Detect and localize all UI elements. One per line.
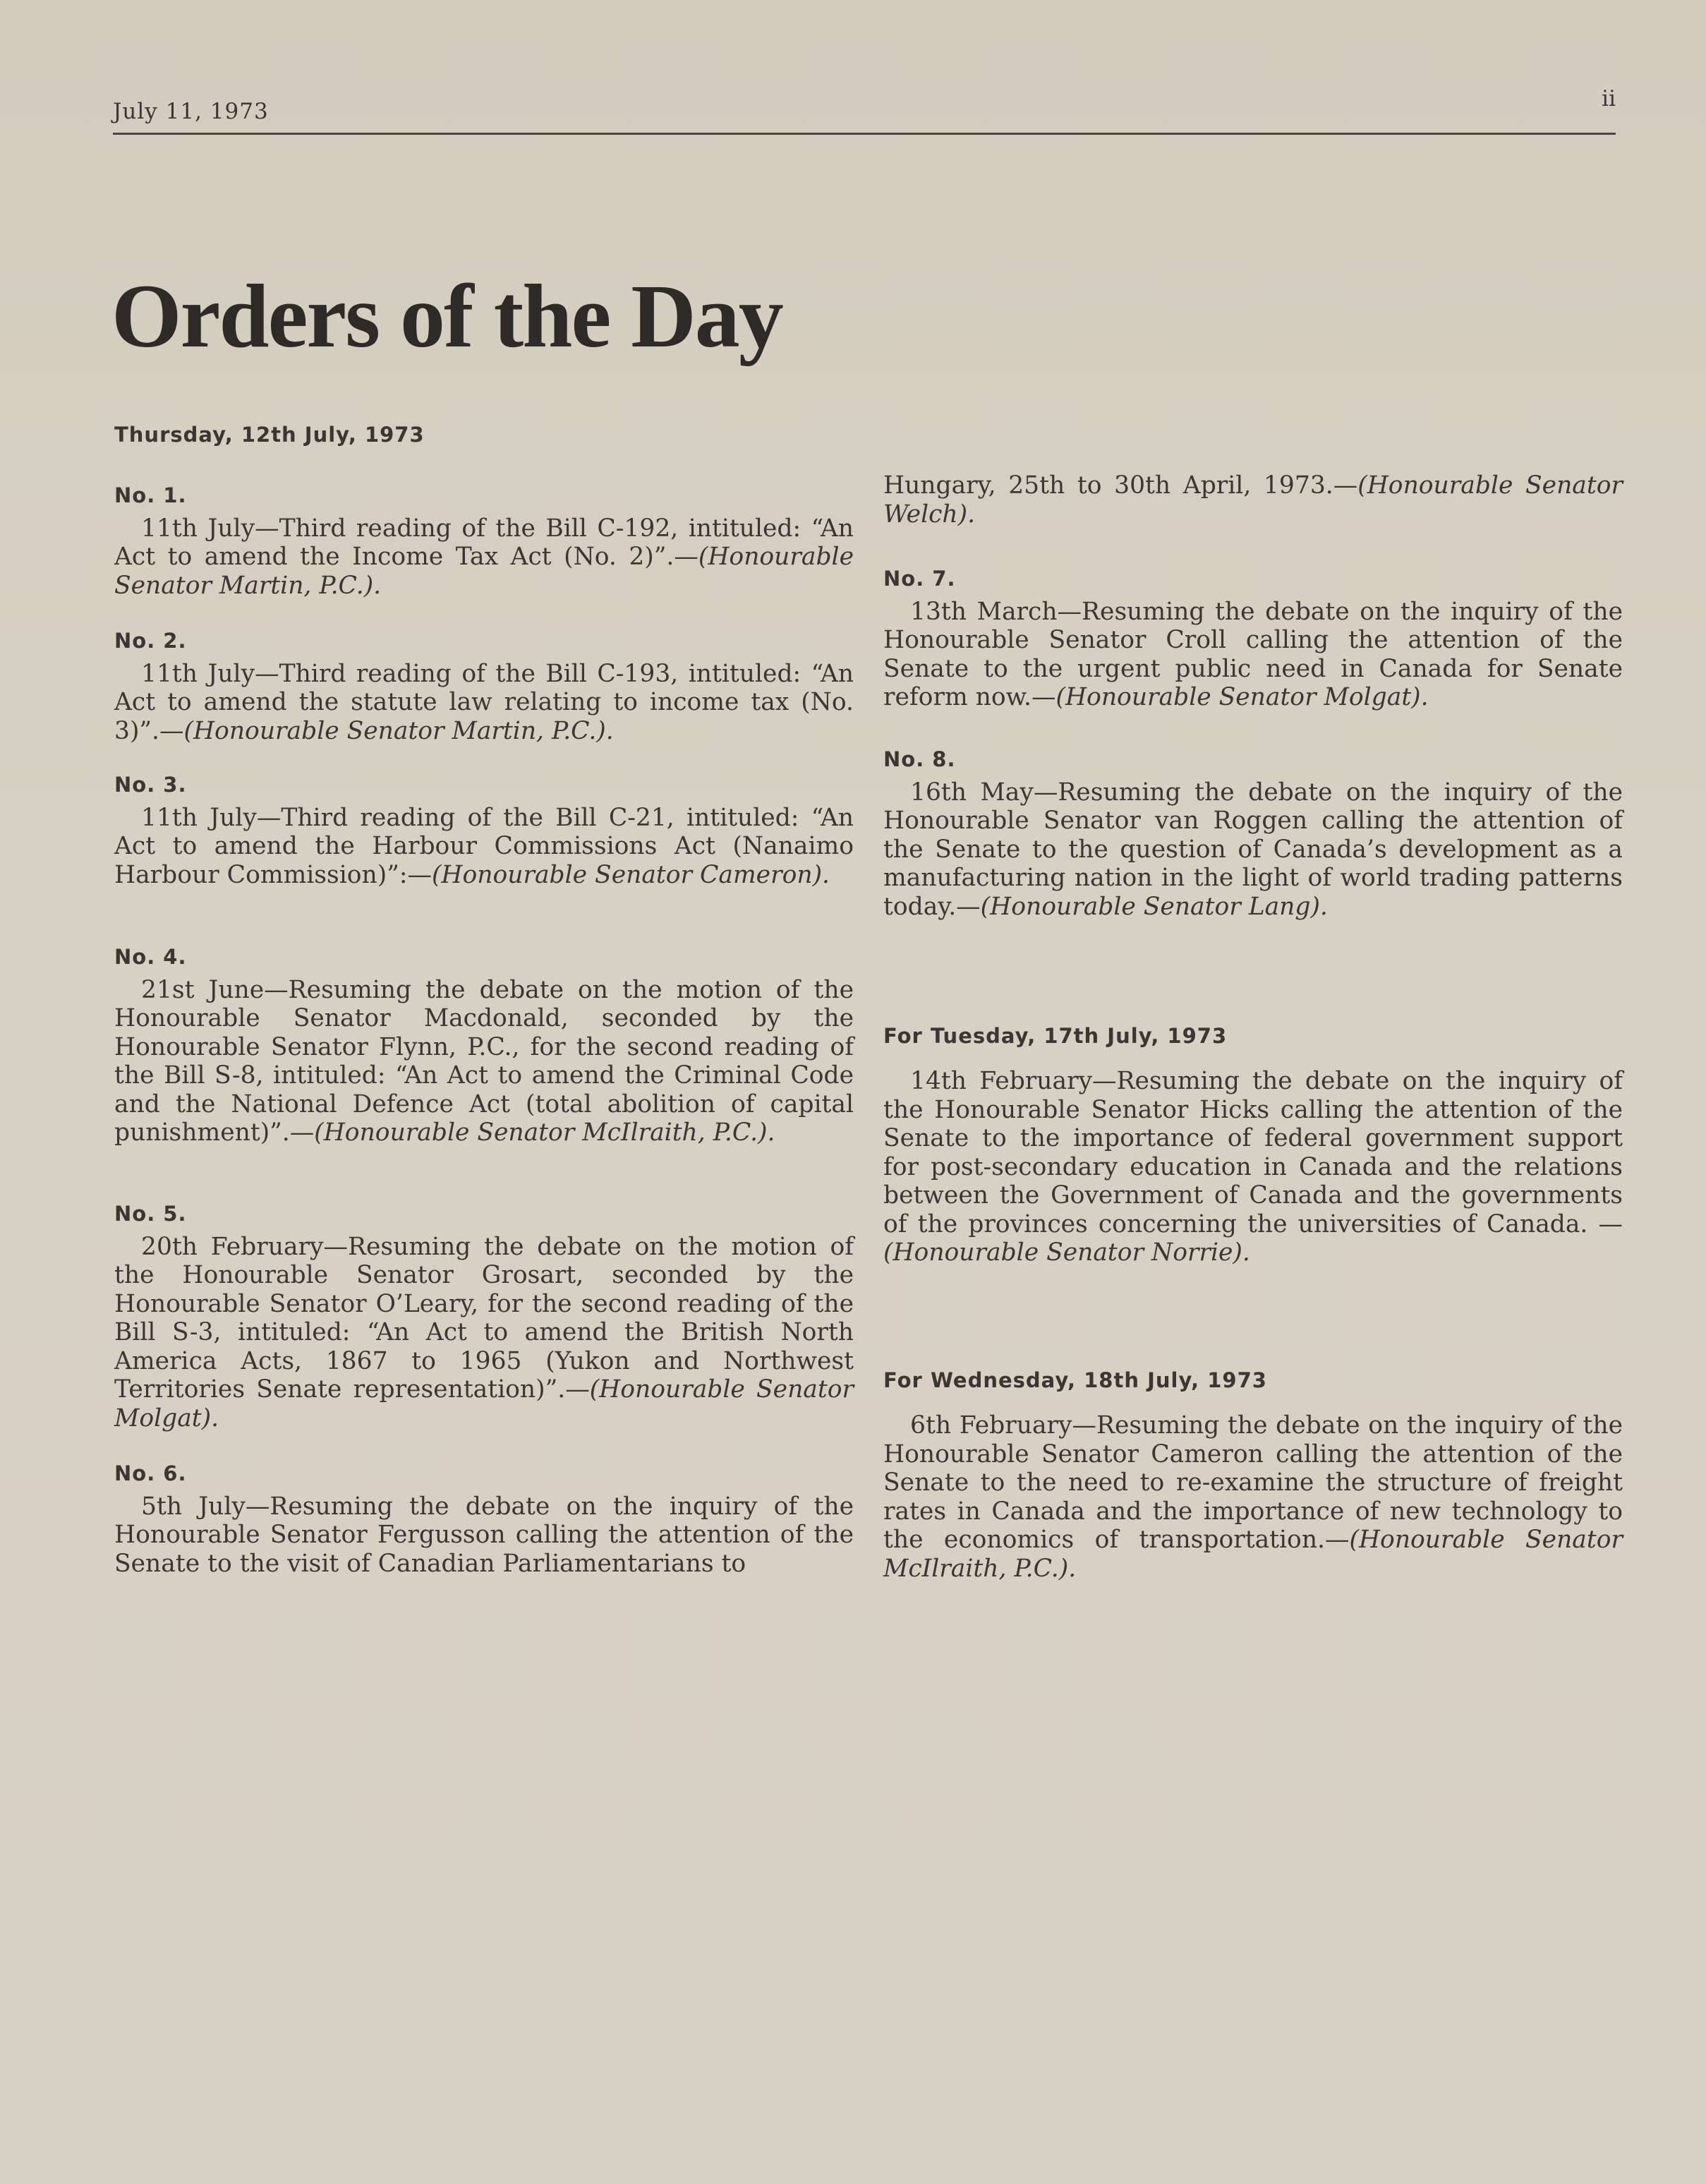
order-number: No. 8.: [883, 747, 956, 771]
order-item-2: [114, 627, 854, 745]
order-attribution: (Honourable Senator McIlraith, P.C.).: [314, 1118, 775, 1147]
order-attribution: (Honourable Senator Welch).: [883, 471, 1623, 529]
order-text: 20th February—Resuming the debate on the motion of the Honourable Senator Grosart, seconded by the Honourable Senator O’Leary, for the second reading of the Bill S-3, intituled: “An Act to amend the British North America Acts, 1867 to 1965 (Yukon and Northwest Territories Senate representation)”.—: [114, 1232, 854, 1404]
order-attribution: (Honourable Senator Martin, P.C.).: [183, 716, 614, 745]
running-header: [113, 86, 1616, 135]
order-attribution: (Honourable Senator McIlraith, P.C.).: [883, 1526, 1623, 1583]
order-text: 13th March—Resuming the debate on the inquiry of the Honourable Senator Croll calling the attention of the Senate to the urgent public need in Canada for Senate reform now.—: [883, 597, 1623, 711]
order-text: 5th July—Resuming the debate on the inquiry of the Honourable Senator Fergusson calling the attention of the Senate to the visit of Canadian Parliamentarians to: [114, 1492, 854, 1578]
section-date-wednesday: For Wednesday, 18th July, 1973: [883, 1368, 1267, 1392]
order-text: 21st June—Resuming the debate on the motion of the Honourable Senator Macdonald, seconded by the Honourable Senator Flynn, P.C., for the second reading of the Bill S-8, intituled: “An Act to amend the Criminal Code and the National Defence Act (total abolition of capital punishment)”.—: [114, 975, 854, 1147]
order-item-6-continuation: [883, 471, 1623, 529]
order-item-1: [114, 481, 854, 600]
order-attribution: (Honourable Senator Norrie).: [883, 1238, 1250, 1267]
order-text: 11th July—Third reading of the Bill C-192, intituled: “An Act to amend the Income Tax Act (No. 2)”.—: [114, 514, 854, 571]
order-number: No. 3.: [114, 773, 187, 797]
order-item-8: [883, 745, 1623, 921]
order-number: No. 1.: [114, 483, 187, 507]
header-date: July 11, 1973: [113, 99, 269, 124]
order-attribution: (Honourable Senator Lang).: [980, 892, 1328, 921]
order-text: 11th July—Third reading of the Bill C-193, intituled: “An Act to amend the statute law relating to income tax (No. 3)”.—: [114, 659, 854, 745]
order-attribution: (Honourable Senator Cameron).: [431, 860, 830, 889]
section-date-tuesday: For Tuesday, 17th July, 1973: [883, 1024, 1228, 1048]
order-attribution: (Honourable Senator Molgat).: [114, 1375, 854, 1432]
order-number: No. 6.: [114, 1461, 187, 1485]
order-attribution: (Honourable Senator Martin, P.C.).: [114, 543, 854, 600]
order-item-6: [114, 1459, 854, 1578]
order-number: No. 2.: [114, 629, 187, 653]
wednesday-order: [883, 1411, 1623, 1583]
order-item-7: [883, 565, 1623, 712]
order-number: No. 7.: [883, 567, 956, 591]
order-attribution: (Honourable Senator Molgat).: [1055, 683, 1429, 711]
order-text: 16th May—Resuming the debate on the inquiry of the Honourable Senator van Roggen calling the attention of the Senate to the question of Canada’s development as a manufacturing nation in the light of world trading patterns today.—: [883, 778, 1623, 921]
tuesday-order: [883, 1067, 1623, 1267]
page-title: Orders of the Day: [111, 266, 782, 366]
section-date-thursday: Thursday, 12th July, 1973: [114, 423, 425, 447]
page-number: ii: [1602, 86, 1616, 111]
order-text: 11th July—Third reading of the Bill C-21, intituled: “An Act to amend the Harbour Commissions Act (Nanaimo Harbour Commission)”:—: [114, 803, 854, 889]
order-number: No. 5.: [114, 1202, 187, 1226]
order-item-3: [114, 771, 854, 889]
order-item-4: [114, 943, 854, 1147]
order-text: 6th February—Resuming the debate on the inquiry of the Honourable Senator Cameron calling the attention of the Senate to the need to re-examine the structure of freight rates in Canada and the importance of new technology to the economics of transportation.—: [883, 1411, 1623, 1554]
order-text: 14th February—Resuming the debate on the inquiry of the Honourable Senator Hicks calling the attention of the Senate to the importance of federal government support for post-secondary education in Canada and the relations between the Government of Canada and the governments of the provinces concerning the universities of Canada. —: [883, 1067, 1623, 1238]
order-number: No. 4.: [114, 945, 187, 969]
order-text: Hungary, 25th to 30th April, 1973.—: [883, 471, 1358, 500]
order-item-5: [114, 1200, 854, 1432]
